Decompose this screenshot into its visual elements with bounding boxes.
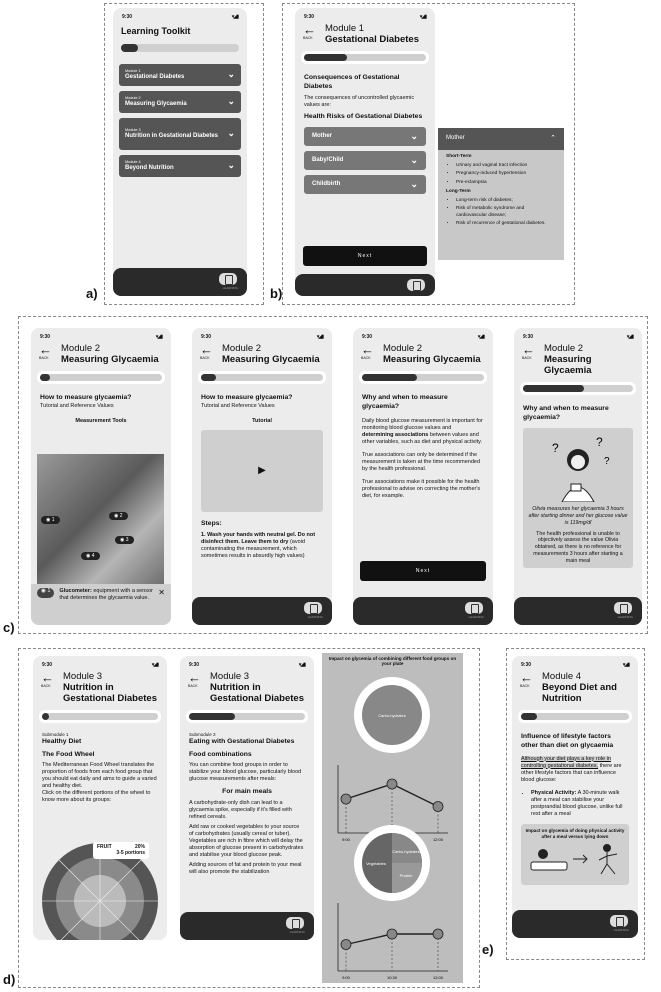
screen-module-2-tools <box>31 328 171 625</box>
status-time: 9:30 <box>122 14 133 20</box>
signal-icon: ▾◢▮ <box>298 662 305 668</box>
chevron-down-icon: ⌄ <box>410 155 418 166</box>
tag-number: 2 <box>119 513 123 519</box>
module-progress <box>189 713 305 720</box>
olivia-illustration <box>523 428 633 569</box>
text-part: Daily blood glucose measurement is important for monitoring blood glucose values and <box>362 417 483 431</box>
section-heading: Consequences of Gestational Diabetes <box>304 74 400 90</box>
section-subheading: Tutorial and Reference Values <box>201 402 275 409</box>
short-term-list <box>446 163 556 186</box>
list-item <box>531 790 629 818</box>
status-time: 9:30 <box>362 334 373 340</box>
factor-list <box>521 790 629 818</box>
group-percent: 20% <box>134 844 145 850</box>
tick-label: 9:00 <box>342 837 350 842</box>
learning-book-icon[interactable] <box>614 602 632 614</box>
body-text: True associations can only be determined if the measurement is taken at the time recommended by the health professional. <box>362 451 481 472</box>
screen-module-3-food-wheel <box>33 656 167 940</box>
module-progress <box>40 374 162 381</box>
module-title: Nutrition in Gestational Diabetes <box>210 682 304 705</box>
learning-book-icon[interactable] <box>465 602 483 614</box>
eye-icon: ◉ 1 <box>37 588 54 598</box>
data-point <box>387 929 397 939</box>
screen-learning-toolkit <box>113 8 247 296</box>
long-term-list <box>446 198 556 227</box>
bottom-nav <box>514 597 642 625</box>
group-name: FRUIT <box>97 844 112 850</box>
back-label: BACK <box>200 356 210 361</box>
list-item: • Pre-eclampsia <box>456 180 556 186</box>
activity-card <box>521 824 629 885</box>
learning-book-icon[interactable] <box>286 917 304 929</box>
plate-2-carbs: Carbo-hydrates <box>392 849 420 854</box>
submodule-label: Submodule 3 <box>189 732 216 738</box>
module-label: Module 2 <box>544 343 584 355</box>
accordion-label: Childbirth <box>312 181 341 188</box>
chevron-up-icon[interactable]: ⌃ <box>550 135 556 143</box>
module-title: Measuring Glycaemia <box>222 354 320 366</box>
nav-label: LEARNING <box>222 286 238 290</box>
status-time: 9:30 <box>42 662 53 668</box>
question-mark: ? <box>604 455 610 467</box>
data-point <box>341 794 351 804</box>
module-sub: Module 1 <box>125 68 141 73</box>
data-point <box>433 929 443 939</box>
back-label: BACK <box>39 356 49 361</box>
section-heading: Food combinations <box>189 750 252 758</box>
screen-module-3-combinations <box>180 656 314 940</box>
tool-tooltip <box>31 584 171 625</box>
label-d: d) <box>3 972 16 987</box>
tick-label: 9:00 <box>342 975 350 979</box>
impact-svg <box>322 669 463 979</box>
progress-wrap <box>520 382 636 395</box>
impact-panel <box>322 653 463 983</box>
tool-tag-4[interactable]: ◉ 4 <box>81 552 100 560</box>
tick-label: 12:00 <box>432 837 444 842</box>
screen-module-4 <box>512 656 638 938</box>
data-point <box>433 802 443 812</box>
list-item: • Pregnancy-induced hypertension <box>456 171 556 177</box>
back-arrow-icon[interactable]: ← <box>41 670 54 686</box>
accordion-baby-child[interactable] <box>304 151 426 170</box>
back-label: BACK <box>520 684 530 689</box>
long-term-heading: Long-Term <box>446 188 471 194</box>
status-time: 9:30 <box>40 334 51 340</box>
text-part: there are other lifestyle factors that can influence blood glucose: <box>521 762 622 783</box>
module-card-1[interactable] <box>119 64 241 86</box>
back-arrow-icon[interactable]: ← <box>39 342 52 358</box>
module-title: Measuring Glycaemia <box>125 100 187 107</box>
short-term-heading: Short-Term <box>446 154 472 159</box>
back-arrow-icon[interactable]: ← <box>520 670 533 686</box>
label-c: c) <box>3 620 15 635</box>
tick-label: 12:00 <box>432 975 444 979</box>
body-text <box>362 418 484 446</box>
screen-module-2-tutorial <box>192 328 332 625</box>
module-progress <box>304 54 426 61</box>
illustration-text: The health professional is unable to objectively assess the value Olivia obtained, as there is no reference for measurements 3 hours after starting a main meal <box>533 530 623 564</box>
factor-text: A 30-minute walk after a meal can stabilise your postprandial blood glucose, unlike full rest after a meal <box>531 789 623 817</box>
section-heading: How to measure glycaemia? <box>40 394 132 402</box>
module-label: Module 2 <box>222 343 262 355</box>
tool-tag-1[interactable]: ◉ 1 <box>41 516 60 524</box>
submodule-title: Healthy Diet <box>42 737 82 745</box>
back-arrow-icon[interactable]: ← <box>361 342 374 358</box>
module-title: Measuring Glycaemia <box>383 354 481 366</box>
plate-2-vegetables: Vegetables <box>366 861 386 866</box>
module-sub: Module 4 <box>125 159 141 164</box>
back-arrow-icon[interactable]: ← <box>200 342 213 358</box>
status-time: 9:30 <box>189 662 200 668</box>
module-card-4[interactable] <box>119 155 241 177</box>
tip-number: 1 <box>47 588 51 594</box>
body-text: The consequences of uncontrolled glycaemic values are: <box>304 94 415 108</box>
module-sub: Module 2 <box>125 95 141 100</box>
signal-icon: ▾◢▮ <box>155 334 162 340</box>
tool-tag-2[interactable]: ◉ 2 <box>109 512 128 520</box>
glycemia-chart-2 <box>338 903 448 979</box>
popup-mother <box>438 128 564 260</box>
steps-heading: Steps: <box>201 519 222 527</box>
label-e: e) <box>482 942 494 957</box>
progress-wrap <box>39 710 161 723</box>
tag-number: 4 <box>91 553 95 559</box>
progress-wrap <box>186 710 308 723</box>
module-title: Measuring Glycaemia <box>61 354 159 366</box>
list-item: • Long-term risk of diabetes; <box>456 198 556 204</box>
tool-tag-3[interactable]: ◉ 3 <box>115 536 134 544</box>
module-title: Nutrition in Gestational Diabetes <box>125 132 219 139</box>
nav-label: LEARNING <box>289 930 305 934</box>
woman-thinking-icon <box>538 432 618 502</box>
popup-title: Mother <box>446 135 465 142</box>
progress-wrap <box>198 371 326 384</box>
accordion-label: Baby/Child <box>312 157 344 164</box>
sub-heading: For main meals <box>222 788 272 796</box>
step-bold: 1. Wash your hands with neutral gel. Do not disinfect them. Leave them to dry <box>201 531 316 545</box>
bottom-nav <box>113 268 247 296</box>
signal-icon: ▾◢▮ <box>316 334 323 340</box>
module-title: Nutrition in Gestational Diabetes <box>63 682 157 705</box>
body-text <box>521 756 629 784</box>
text-part: between values and other variables, such as diet and physical activity. <box>362 431 483 445</box>
submodule-label: Submodule 1 <box>42 732 69 738</box>
nav-label: LEARNING <box>468 615 484 619</box>
signal-icon: ▾◢▮ <box>231 14 238 20</box>
list-item: • Risk of metabolic syndrome and cardiovascular disease; <box>456 206 556 218</box>
signal-icon: ▾◢▮ <box>622 662 629 668</box>
bottom-nav <box>295 274 435 296</box>
back-arrow-icon[interactable]: ← <box>303 22 316 38</box>
question-mark: ? <box>596 434 603 449</box>
body-text: Adding sources of fat and protein to your meal will also promote the stabilization <box>189 862 302 876</box>
section-heading: The Food Wheel <box>42 750 95 758</box>
module-progress <box>201 374 323 381</box>
body-text: Add raw or cooked vegetables to your source of carbohydrates (usually cereal or tuber). Vegetables are rich in fibre which will delay the absorption of glucose present in carbohydrates and stabilise your blood glucose peak. <box>189 824 304 859</box>
data-point <box>341 940 351 950</box>
module-label: Module 3 <box>210 671 250 683</box>
module-label: Module 2 <box>61 343 101 355</box>
back-label: BACK <box>303 36 313 41</box>
bottom-nav <box>353 597 493 625</box>
progress-wrap <box>518 710 632 723</box>
status-time: 9:30 <box>304 14 315 20</box>
section-heading: Why and when to measure glycaemia? <box>362 394 448 410</box>
step-1 <box>201 532 323 558</box>
label-a: a) <box>86 286 98 301</box>
module-card-2[interactable] <box>119 91 241 113</box>
module-title: Beyond Nutrition <box>125 164 174 171</box>
module-title: Gestational Diabetes <box>325 34 419 46</box>
screen-module-2-olivia <box>514 328 642 625</box>
accordion-mother[interactable] <box>304 127 426 146</box>
submodule-title: Eating with Gestational Diabetes <box>189 737 295 745</box>
accordion-label: Mother <box>312 133 332 140</box>
list-item: • Risk of recurrence of gestational diabetes. <box>456 221 556 227</box>
panel-title: Impact on glycemia of combining different food groups on your plate <box>328 656 457 666</box>
list-item: • Urinary and vaginal tract infection <box>456 163 556 169</box>
bottom-nav <box>512 910 638 938</box>
module-card-3[interactable] <box>119 118 241 150</box>
toolkit-progress <box>121 44 239 52</box>
back-label: BACK <box>361 356 371 361</box>
module-progress <box>362 374 484 381</box>
bottom-nav <box>192 597 332 625</box>
close-icon[interactable]: ✕ <box>158 588 165 597</box>
play-icon[interactable]: ▶ <box>258 464 266 476</box>
body-text: True associations make it possible for the health professional to advise on correcting the mother's diet, for example. <box>362 478 481 499</box>
module-title: Measuring Glycaemia <box>544 354 592 377</box>
signal-icon: ▾◢▮ <box>151 662 158 668</box>
module-progress <box>42 713 158 720</box>
module-title: Beyond Diet and Nutrition <box>542 682 617 705</box>
section-heading: Health Risks of Gestational Diabetes <box>304 112 423 120</box>
section-subheading: Tutorial and Reference Values <box>40 402 114 409</box>
learning-book-icon[interactable] <box>407 279 425 291</box>
factor-name: Physical Activity: <box>531 789 577 796</box>
signal-icon: ▾◢▮ <box>477 334 484 340</box>
back-arrow-icon[interactable]: ← <box>188 670 201 686</box>
back-label: BACK <box>188 684 198 689</box>
learning-book-icon[interactable] <box>219 273 237 285</box>
status-time: 9:30 <box>523 334 534 340</box>
body-text: A carbohydrate-only dish can lead to a glycaemia spike, especially if it's filled with refined cereals. <box>189 800 292 821</box>
step-text: (avoid contaminating the measurement, which sometimes results in absurdly high values) <box>201 538 305 558</box>
screen-module-1 <box>295 8 435 296</box>
back-label: BACK <box>522 356 532 361</box>
status-time: 9:30 <box>521 662 532 668</box>
tutorial-heading: Tutorial <box>252 417 272 424</box>
chevron-down-icon: ⌄ <box>227 128 235 139</box>
chevron-down-icon: ⌄ <box>227 160 235 171</box>
highlighted-link[interactable]: Although your diet plays a key role in controlling gestational diabetes, <box>521 755 611 769</box>
module-progress <box>523 385 633 392</box>
body-text: Click on the different portions of the wheel to know more about its groups: <box>42 790 151 804</box>
nav-label: LEARNING <box>617 615 633 619</box>
section-heading: Influence of lifestyle factors other than diet on glycaemia <box>521 733 614 749</box>
learning-book-icon[interactable] <box>610 915 628 927</box>
chevron-down-icon: ⌄ <box>227 69 235 80</box>
illustration-caption: Olivia measures her glycaemia 3 hours after starting dinner and her glucose value is 119mg/dl <box>528 506 628 526</box>
module-progress <box>521 713 629 720</box>
tag-number: 1 <box>51 517 55 523</box>
module-label: Module 4 <box>542 671 582 683</box>
text-emphasis: determining associations <box>362 431 429 438</box>
chevron-down-icon: ⌄ <box>410 179 418 190</box>
signal-icon: ▾◢▮ <box>626 334 633 340</box>
module-title: Gestational Diabetes <box>125 73 185 80</box>
back-arrow-icon[interactable]: ← <box>522 342 535 358</box>
tip-term: Glucometer: <box>59 588 92 594</box>
back-label: BACK <box>41 684 51 689</box>
section-heading: How to measure glycaemia? <box>201 394 293 402</box>
card-title: Impact on glycemia of doing physical activity after a meal versus lying down <box>525 827 625 839</box>
question-mark: ? <box>552 440 559 455</box>
lying-vs-walking-illustration <box>525 840 635 878</box>
page-title: Learning Toolkit <box>121 26 191 37</box>
data-point <box>387 779 397 789</box>
tag-number: 3 <box>125 537 129 543</box>
accordion-childbirth[interactable] <box>304 175 426 194</box>
fruit-tooltip <box>93 842 149 859</box>
chevron-down-icon: ⌄ <box>410 131 418 142</box>
plate-2-protein: Protein <box>399 873 413 878</box>
body-text: You can combine food groups in order to stabilize your blood glucose, particularly blood glucose measurements after meals: <box>189 762 302 783</box>
module-label: Module 3 <box>63 671 103 683</box>
tools-heading: Measurement Tools <box>75 417 127 424</box>
chevron-down-icon: ⌄ <box>227 96 235 107</box>
tick-label: 10:30 <box>386 975 398 979</box>
signal-icon: ▾◢▮ <box>419 14 426 20</box>
next-button[interactable]: Next <box>360 561 486 581</box>
nav-label: LEARNING <box>613 928 629 932</box>
tools-photo <box>37 454 164 589</box>
screen-module-2-why <box>353 328 493 625</box>
tip-text: equipment with a sensor that determines the glycaemia value. <box>59 588 153 602</box>
status-time: 9:30 <box>201 334 212 340</box>
video-player[interactable] <box>201 430 323 512</box>
progress-wrap <box>359 371 487 384</box>
module-label: Module 2 <box>383 343 423 355</box>
plate-1-label: Carbo-hydrates <box>378 713 406 718</box>
progress-wrap <box>301 51 429 64</box>
learning-book-icon[interactable] <box>304 602 322 614</box>
group-portions: 3-5 portions <box>116 850 145 857</box>
label-b: b) <box>270 286 283 301</box>
progress-wrap <box>37 371 165 384</box>
module-sub: Module 3 <box>125 127 141 132</box>
module-label: Module 1 <box>325 23 365 35</box>
nav-label: LEARNING <box>307 615 323 619</box>
body-text: The Mediterranean Food Wheel translates the proportion of foods from each food group that you should eat daily and aims to guide a varied and healthy diet. <box>42 762 157 790</box>
section-heading: Why and when to measure glycaemia? <box>523 405 609 421</box>
bottom-nav <box>180 912 314 940</box>
next-button[interactable]: Next <box>303 246 427 266</box>
